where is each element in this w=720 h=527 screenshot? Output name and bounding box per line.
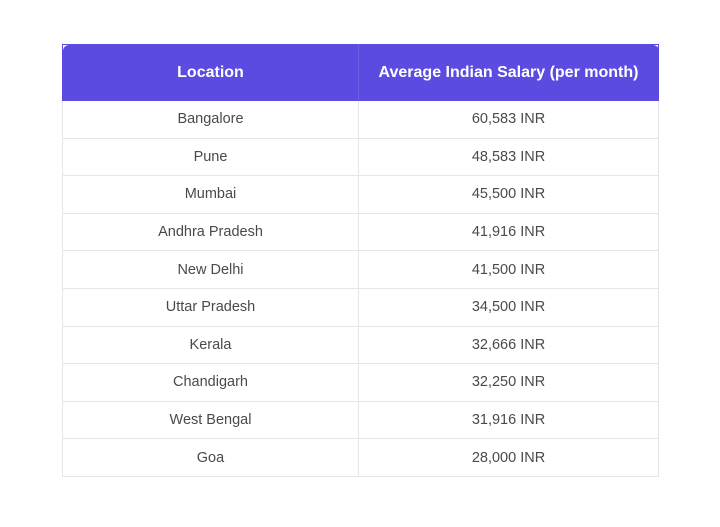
cell-salary: 34,500 INR bbox=[359, 288, 659, 326]
cell-salary: 32,666 INR bbox=[359, 326, 659, 364]
table-header bbox=[63, 45, 659, 101]
table-row bbox=[63, 213, 659, 251]
cell-location: Chandigarh bbox=[63, 364, 359, 402]
cell-location: Andhra Pradesh bbox=[63, 213, 359, 251]
table-row bbox=[63, 101, 659, 139]
cell-location: Mumbai bbox=[63, 176, 359, 214]
table-row bbox=[63, 288, 659, 326]
cell-salary: 41,916 INR bbox=[359, 213, 659, 251]
cell-salary: 45,500 INR bbox=[359, 176, 659, 214]
table-row bbox=[63, 326, 659, 364]
table-row bbox=[63, 439, 659, 477]
cell-location: Goa bbox=[63, 439, 359, 477]
cell-salary: 31,916 INR bbox=[359, 401, 659, 439]
column-header-location: Location bbox=[63, 45, 359, 101]
table-row bbox=[63, 251, 659, 289]
cell-salary: 48,583 INR bbox=[359, 138, 659, 176]
table-row bbox=[63, 401, 659, 439]
column-header-salary: Average Indian Salary (per month) bbox=[359, 45, 659, 101]
cell-salary: 32,250 INR bbox=[359, 364, 659, 402]
cell-location: Uttar Pradesh bbox=[63, 288, 359, 326]
table-body bbox=[63, 101, 659, 477]
cell-salary: 41,500 INR bbox=[359, 251, 659, 289]
cell-location: New Delhi bbox=[63, 251, 359, 289]
cell-location: Kerala bbox=[63, 326, 359, 364]
cell-location: Bangalore bbox=[63, 101, 359, 139]
cell-location: Pune bbox=[63, 138, 359, 176]
cell-salary: 60,583 INR bbox=[359, 101, 659, 139]
cell-salary: 28,000 INR bbox=[359, 439, 659, 477]
salary-table bbox=[62, 44, 659, 477]
table-row bbox=[63, 176, 659, 214]
table-header-row bbox=[63, 45, 659, 101]
table-row bbox=[63, 138, 659, 176]
salary-table-container bbox=[62, 44, 658, 477]
table-row bbox=[63, 364, 659, 402]
cell-location: West Bengal bbox=[63, 401, 359, 439]
